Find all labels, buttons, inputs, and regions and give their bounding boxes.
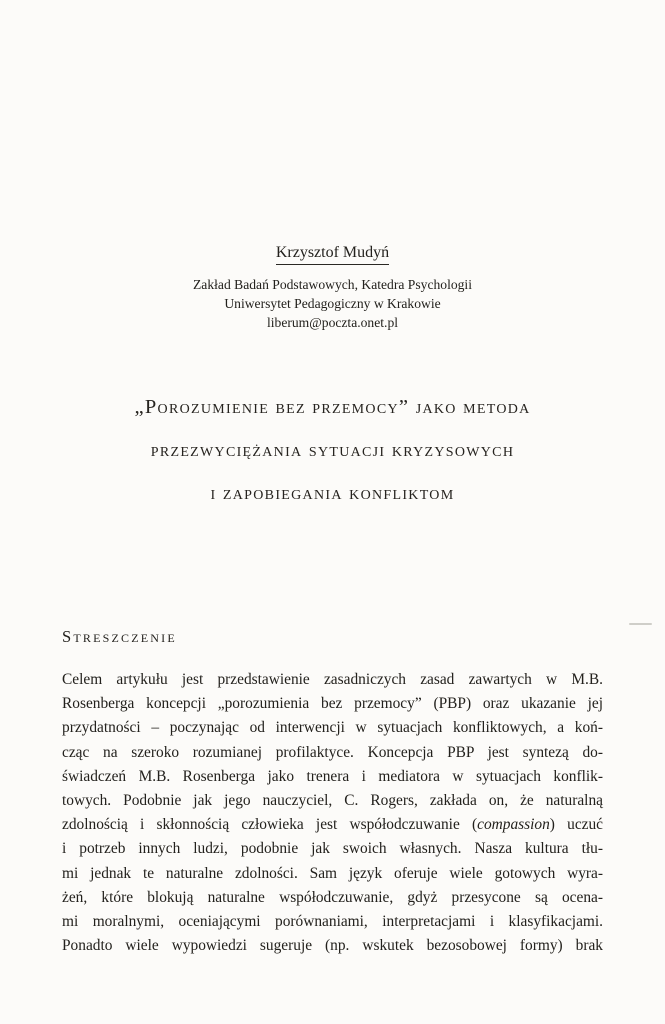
abstract-italic-text: compassion bbox=[477, 816, 550, 834]
title-line-1: „Porozumienie bez przemocy” jako metoda bbox=[134, 396, 531, 418]
abstract-text: i potrzeb innych ludzi, podobnie jak swoich własnych. Nasza kultura tłu- bbox=[62, 840, 603, 858]
affiliation-line-1: Zakład Badań Podstawowych, Katedra Psychologii bbox=[193, 277, 472, 292]
abstract-text: Celem artykułu jest przedstawienie zasadniczych zasad zawartych w M.B. bbox=[62, 671, 603, 688]
abstract-text: mi jednak te naturalne zdolności. Sam język oferuje wiele gotowych wyra- bbox=[62, 864, 603, 882]
abstract-text: mi moralnymi, oceniającymi porównaniami, interpretacjami i klasyfikacjami. bbox=[62, 913, 603, 931]
scan-artifact-mark bbox=[629, 623, 652, 625]
abstract-line bbox=[62, 934, 603, 958]
paper-title bbox=[62, 386, 603, 515]
abstract-line bbox=[62, 813, 603, 837]
affiliation-line-2: Uniwersytet Pedagogiczny w Krakowie bbox=[224, 296, 441, 311]
abstract-text: zdolnością i skłonnością człowieka jest współodczuwanie ( bbox=[62, 816, 478, 834]
abstract-text: cząc na szeroko rozumianej profilaktyce. Koncepcja PBP jest syntezą do- bbox=[62, 743, 603, 761]
abstract-line bbox=[62, 910, 603, 934]
author-block bbox=[62, 0, 603, 332]
abstract-line bbox=[62, 837, 603, 861]
abstract-text: Rosenberga koncepcji „porozumienia bez przemocy” (PBP) oraz ukazanie jej bbox=[62, 695, 603, 713]
author-email: liberum@poczta.onet.pl bbox=[266, 315, 399, 330]
author-name bbox=[62, 243, 603, 265]
abstract-text: Ponadto wiele wypowiedzi sugeruje (np. wskutek bezosobowej formy) brak bbox=[62, 937, 603, 955]
abstract-line bbox=[62, 716, 603, 740]
title-line-2: przezwyciężania sytuacji kryzysowych bbox=[150, 439, 515, 461]
abstract-line bbox=[62, 789, 603, 813]
author-name-text: Krzysztof Mudyń bbox=[276, 243, 389, 265]
abstract-text: towych. Podobnie jak jego nauczyciel, C. Rogers, zakłada on, że naturalną bbox=[62, 792, 603, 810]
abstract-paragraph bbox=[62, 668, 603, 958]
abstract-text: przydatności – poczynając od interwencji w sytuacjach konfliktowych, a koń- bbox=[62, 719, 603, 737]
abstract-line bbox=[62, 741, 603, 765]
abstract-text: świadczeń M.B. Rosenberga jako trenera i mediatora w sytuacjach konflik- bbox=[62, 767, 603, 785]
abstract-line bbox=[62, 765, 603, 789]
section-heading-streszczenie: Streszczenie bbox=[62, 627, 177, 646]
abstract-text: ) uczuć bbox=[549, 816, 604, 834]
abstract-line bbox=[62, 862, 603, 886]
abstract-text: żeń, które blokują naturalne współodczuwanie, gdyż przesycone są ocena- bbox=[62, 888, 603, 906]
abstract-line bbox=[62, 886, 603, 910]
abstract-line bbox=[62, 692, 603, 716]
abstract-line bbox=[62, 668, 603, 692]
title-line-3: i zapobiegania konfliktom bbox=[210, 482, 455, 504]
